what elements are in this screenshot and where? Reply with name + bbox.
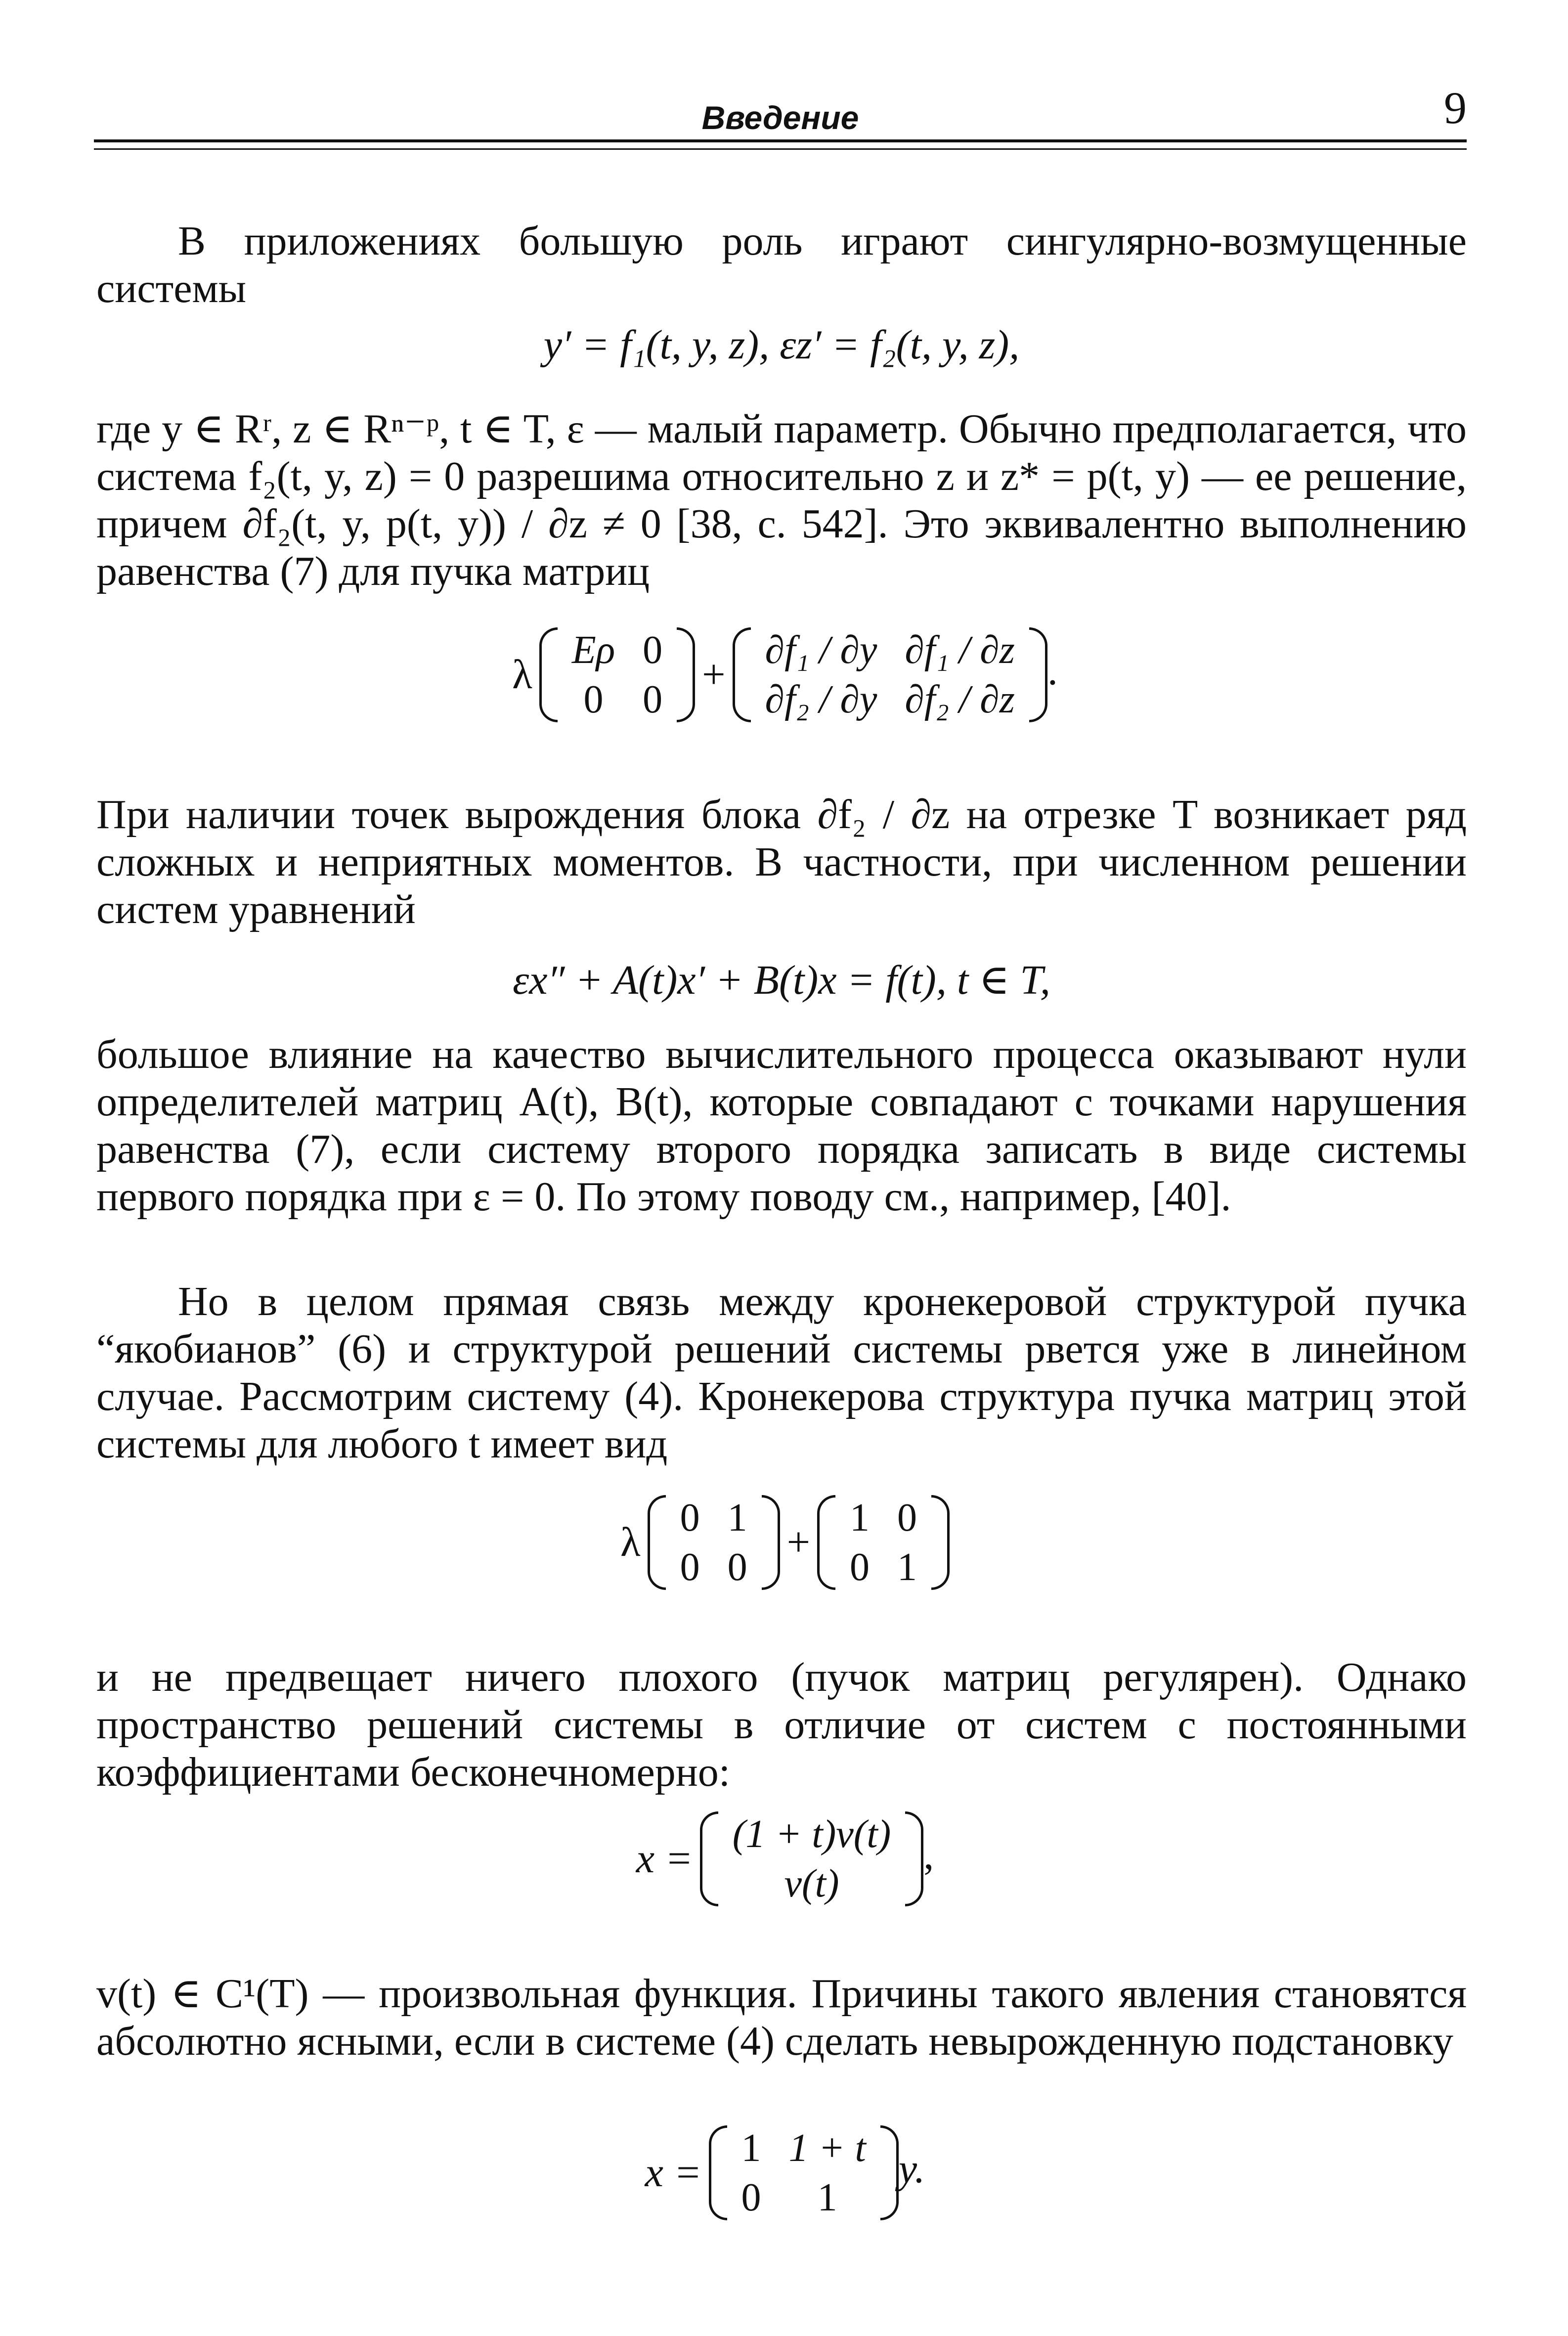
matrix-cell: 1 (727, 1496, 747, 1540)
formula-matrix-pencil-1 (96, 625, 1467, 724)
paragraph-4: большое влияние на качество вычислительного процесса оказывают нули определителей матриц A(t), B(t), которые совпадают с точками нарушения равенства (7), если систему второго порядка записать в виде системы первого порядка при ε = 0. По этому поводу см., например, [40]. (96, 1031, 1467, 1220)
matrix-e-rho (539, 625, 695, 724)
running-title: Введение (701, 99, 859, 136)
lambda-symbol: λ (620, 1519, 641, 1565)
formula-solution-space (96, 1809, 1467, 1908)
paragraph-1: В приложениях большую роль играют сингулярно-возмущенные системы (96, 218, 1467, 311)
matrix-cell: 0 (680, 1545, 700, 1589)
substitution-matrix (709, 2123, 899, 2222)
matrix-cell: 0 (643, 678, 663, 721)
matrix-cell: 0 (680, 1496, 700, 1540)
matrix-cell: ∂f₁ / ∂z (905, 628, 1015, 672)
matrix-jacobian (733, 625, 1047, 724)
matrix-cell: 1 + t (788, 2126, 866, 2170)
lambda-symbol: λ (512, 652, 532, 698)
matrix-identity (817, 1493, 950, 1592)
matrix-cell: Eρ (571, 628, 615, 672)
matrix-cell: 0 (727, 1545, 747, 1589)
paragraph-7: v(t) ∈ C¹(T) — произвольная функция. Причины такого явления становятся абсолютно ясными, если в системе (4) сделать невырожденную подстановку (96, 1971, 1467, 2064)
matrix-cell: ∂f₁ / ∂y (765, 628, 877, 672)
matrix-cell: 1 (897, 1545, 917, 1589)
matrix-cell: 1 (741, 2126, 761, 2170)
matrix-cell: 0 (643, 628, 663, 672)
formula-matrix-pencil-2 (96, 1493, 1467, 1592)
paragraph-5: Но в целом прямая связь между кронекеровой структурой пучка “якобианов” (6) и структурой решений системы рвется уже в линейном случае. Рассмотрим систему (4). Кронекерова структура пучка матриц этой системы для любого t имеет вид (96, 1278, 1467, 1467)
formula-lhs: x = (645, 2150, 702, 2196)
matrix-cell: 0 (850, 1545, 870, 1589)
formula-lhs: x = (636, 1836, 693, 1882)
running-header (94, 84, 1467, 143)
header-rule-thick (94, 139, 1467, 142)
matrix-cell: 1 (850, 1496, 870, 1540)
matrix-a (648, 1493, 780, 1592)
paragraph-2: где y ∈ Rʳ, z ∈ Rⁿ⁻ᵖ, t ∈ T, ε — малый параметр. Обычно предполагается, что система f₂(t, y, z) = 0 разрешима относительно z и z* = p(t, y) — ее решение, причем ∂f₂(t, y, p(t, y)) / ∂z ≠ 0 [38, с. 542]. Это эквивалентно выполнению равенства (7) для пучка матриц (96, 406, 1467, 594)
solution-vector (700, 1809, 924, 1908)
paragraph-6: и не предвещает ничего плохого (пучок матриц регулярен). Однако пространство решений системы в отличие от систем с постоянными коэффициентами бесконечномерно: (96, 1654, 1467, 1795)
formula-singular-system: y′ = f₁(t, y, z), εz′ = f₂(t, y, z), (543, 322, 1020, 368)
formula-tail: y. (898, 2146, 925, 2192)
matrix-cell: ∂f₂ / ∂y (765, 678, 877, 721)
matrix-cell: 0 (897, 1496, 917, 1540)
plus-symbol: + (702, 652, 726, 698)
paragraph-3: При наличии точек вырождения блока ∂f₂ / ∂z на отрезке T возникает ряд сложных и неприятных моментов. В частности, при численном решении систем уравнений (96, 792, 1467, 932)
formula-period: . (1047, 648, 1058, 694)
header-rule-thin (94, 148, 1467, 150)
formula-substitution (96, 2123, 1467, 2222)
plus-symbol: + (786, 1519, 811, 1565)
matrix-cell: 1 (817, 2176, 837, 2219)
matrix-cell: v(t) (784, 1862, 839, 1905)
formula-second-order-system: εx″ + A(t)x′ + B(t)x = f(t), t ∈ T, (513, 957, 1050, 1003)
matrix-cell: (1 + t)v(t) (732, 1812, 891, 1856)
page-number: 9 (1444, 83, 1467, 133)
matrix-cell: ∂f₂ / ∂z (905, 678, 1015, 721)
matrix-cell: 0 (741, 2176, 761, 2219)
formula-comma: , (923, 1832, 934, 1878)
matrix-cell: 0 (583, 678, 604, 721)
